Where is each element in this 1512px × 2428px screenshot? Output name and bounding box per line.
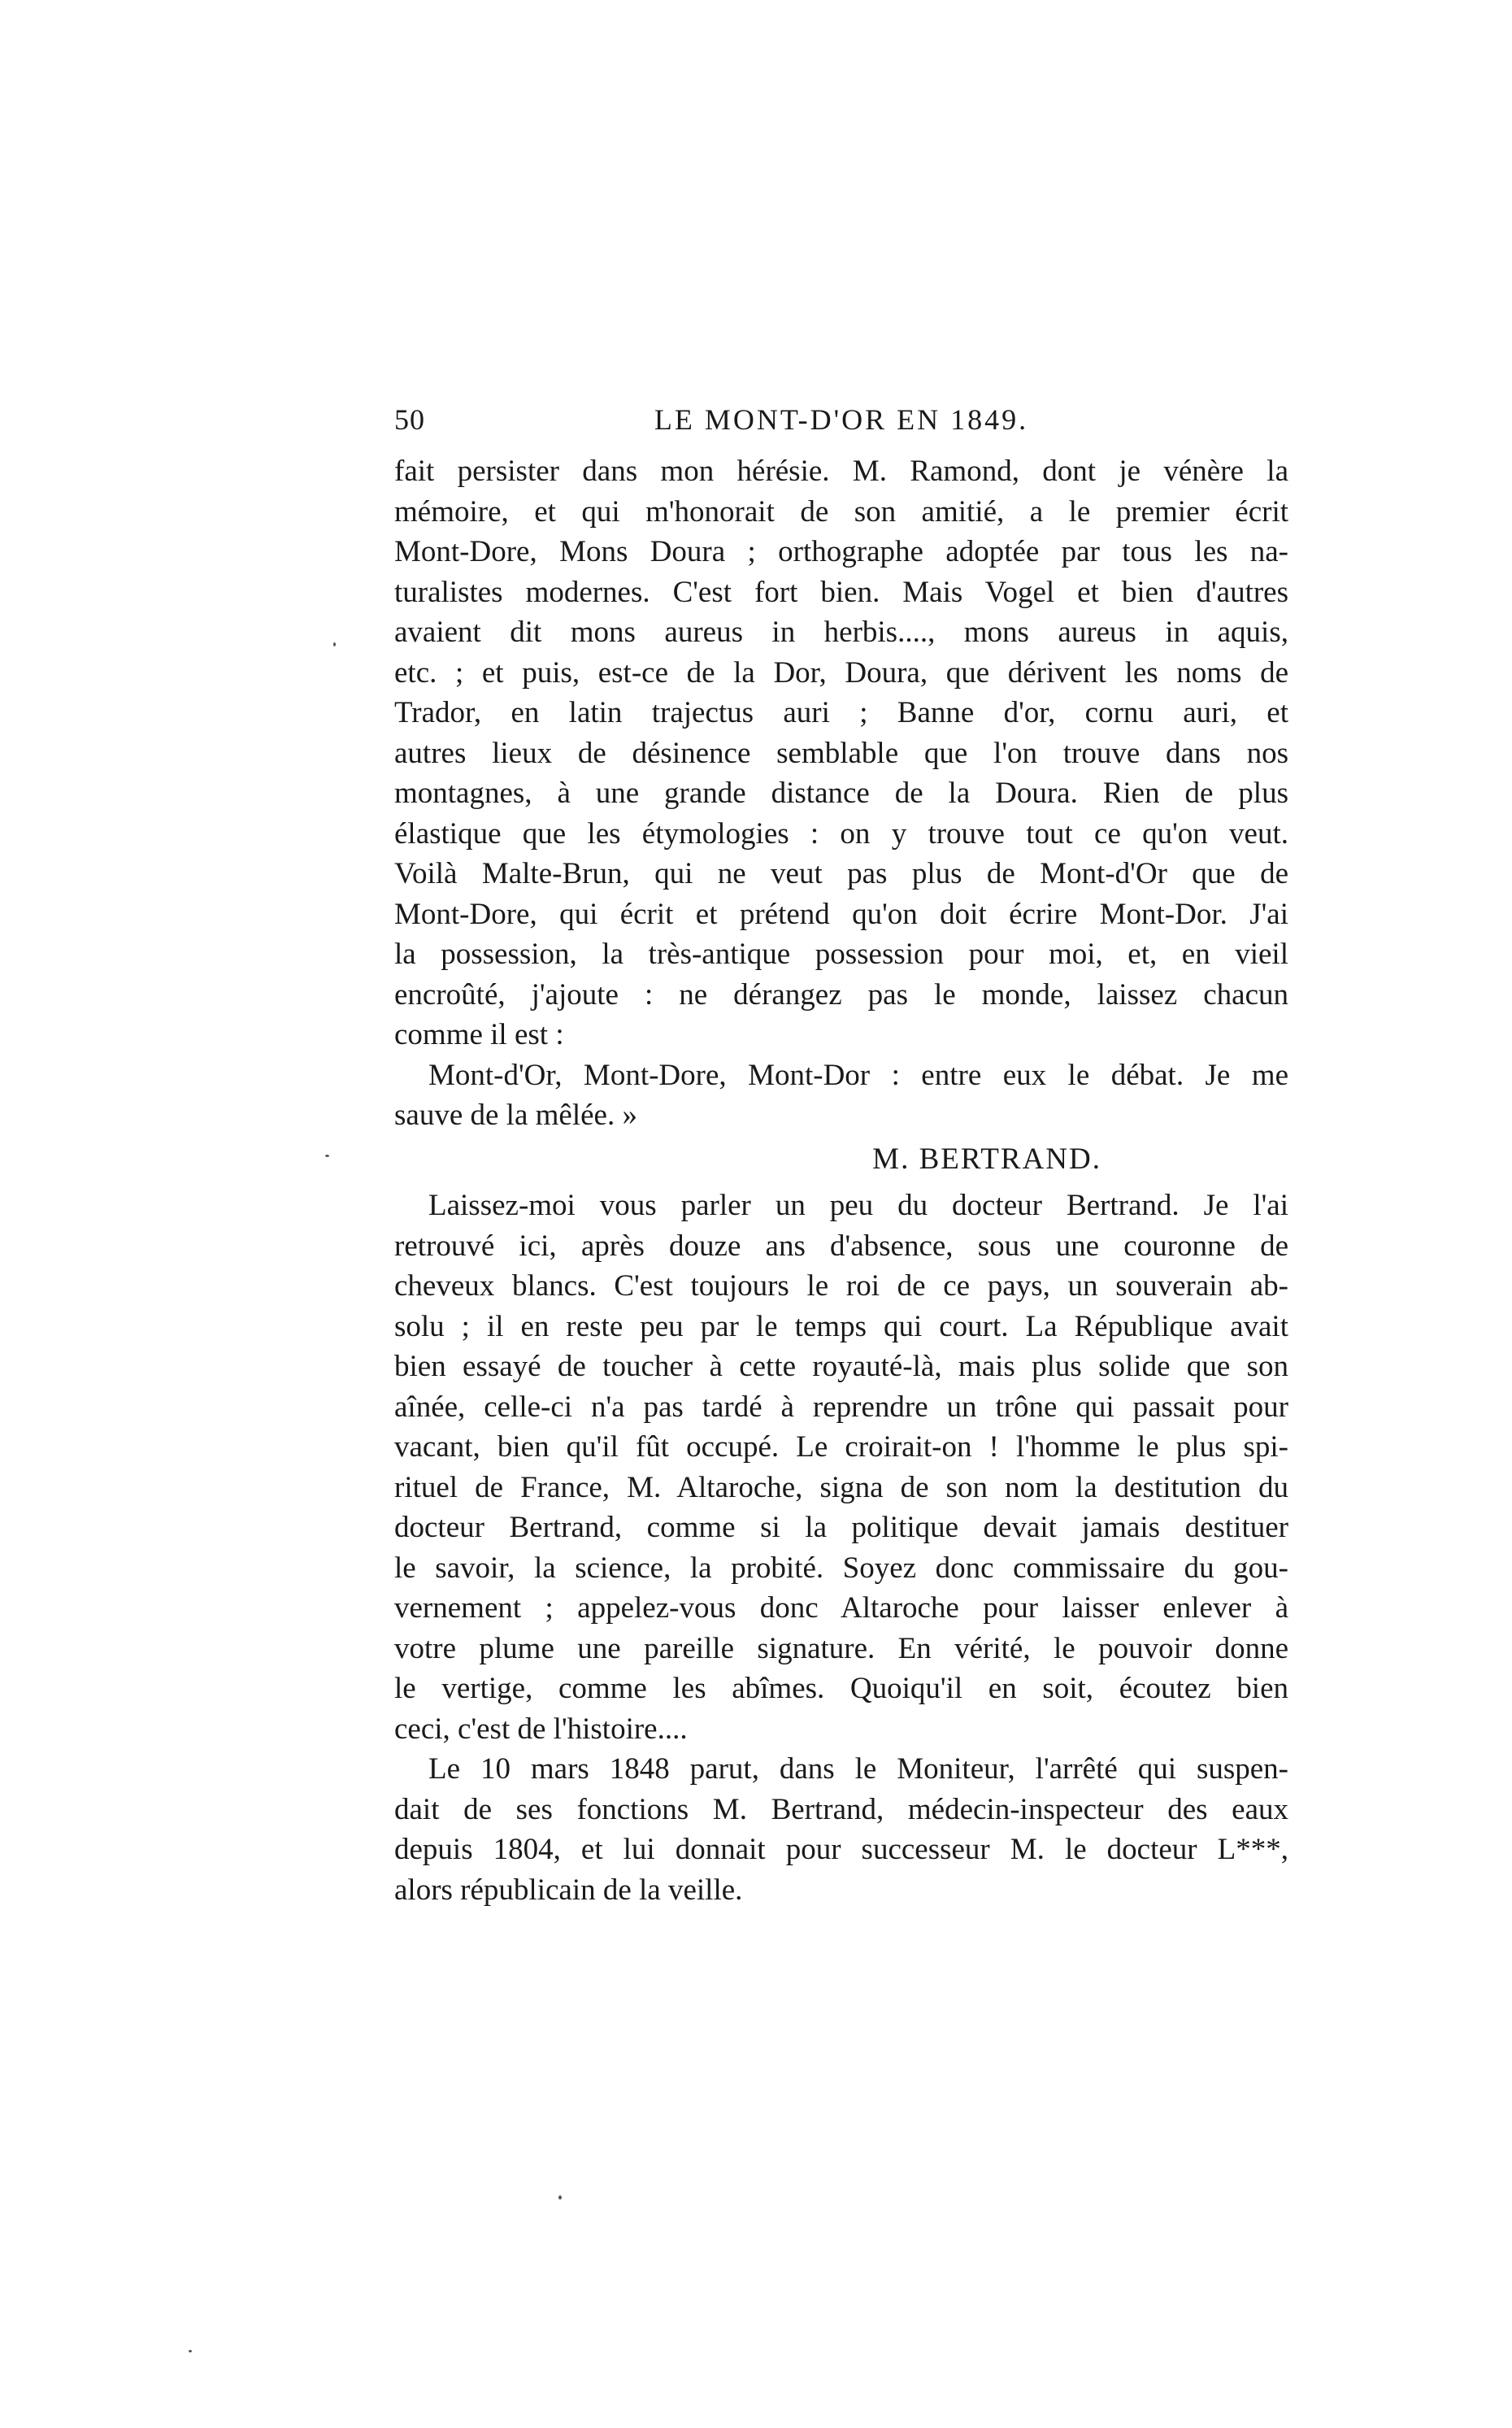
book-page [394, 402, 1288, 1910]
text-line: avaient dit mons aureus in herbis...., mons aureus in aquis, [394, 616, 1288, 649]
text-line: Le 10 mars 1848 parut, dans le Moniteur, l'arrêté qui suspen- [428, 1752, 1288, 1786]
text-line: encroûté, j'ajoute : ne dérangez pas le monde, laissez chacun [394, 977, 1288, 1012]
text-line: depuis 1804, et lui donnait pour successeur M. le docteur L***, [394, 1833, 1288, 1866]
text-line: solu ; il en reste peu par le temps qui court. La République avait [394, 1309, 1288, 1343]
text-line: aînée, celle-ci n'a pas tardé à reprendre un trône qui passait pour [394, 1390, 1288, 1424]
text-line: retrouvé ici, après douze ans d'absence, sous une couronne de [394, 1229, 1288, 1263]
text-line: votre plume une pareille signature. En vérité, le pouvoir donne [394, 1631, 1288, 1665]
text-line: turalistes modernes. C'est fort bien. Mais Vogel et bien d'autres [394, 575, 1288, 609]
text-line: cheveux blancs. C'est toujours le roi de ce pays, un souverain ab- [394, 1269, 1288, 1303]
text-line: Mont-Dore, Mons Doura ; orthographe adoptée par tous les na- [394, 535, 1288, 568]
text-line: vacant, bien qu'il fût occupé. Le croirait-on ! l'homme le plus spi- [394, 1430, 1288, 1464]
paragraph-3 [394, 1186, 1288, 1749]
text-line: sauve de la mêlée. » [394, 1099, 637, 1132]
text-line: Mont-d'Or, Mont-Dore, Mont-Dor : entre eux le débat. Je me [428, 1058, 1288, 1092]
scan-speck [333, 642, 336, 646]
text-line: Laissez-moi vous parler un peu du docteur Bertrand. Je l'ai [428, 1189, 1288, 1222]
text-line: bien essayé de toucher à cette royauté-là, mais plus solide que son [394, 1350, 1288, 1383]
text-line: etc. ; et puis, est-ce de la Dor, Doura, que dérivent les noms de [394, 655, 1288, 690]
text-line: ceci, c'est de l'histoire.... [394, 1712, 688, 1746]
text-line: dait de ses fonctions M. Bertrand, médecin-inspecteur des eaux [394, 1792, 1288, 1826]
text-line: autres lieux de désinence semblable que l'on trouve dans nos [394, 736, 1288, 770]
running-title: LE MONT-D'OR EN 1849. [654, 403, 1029, 436]
paragraph-4 [394, 1749, 1288, 1910]
text-line: comme il est : [394, 1018, 564, 1051]
running-head [394, 402, 1288, 451]
text-line: le savoir, la science, la probité. Soyez donc commissaire du gou- [394, 1551, 1288, 1585]
scan-speck [558, 2195, 562, 2200]
paragraph-2 [394, 1055, 1288, 1136]
text-line: vernement ; appelez-vous donc Altaroche pour laisser enlever à [394, 1591, 1288, 1625]
text-line: élastique que les étymologies : on y trouve tout ce qu'on veut. [394, 816, 1288, 851]
text-line: Trador, en latin trajectus auri ; Banne d'or, cornu auri, et [394, 696, 1288, 729]
text-line: Mont-Dore, qui écrit et prétend qu'on doit écrire Mont-Dor. J'ai [394, 897, 1288, 931]
text-line: mémoire, et qui m'honorait de son amitié, a le premier écrit [394, 494, 1288, 529]
page-number: 50 [394, 403, 425, 436]
text-line: alors républicain de la veille. [394, 1873, 743, 1907]
scan-speck [325, 1155, 329, 1157]
text-line: Voilà Malte-Brun, qui ne veut pas plus de Mont-d'Or que de [394, 857, 1288, 890]
section-heading: M. BERTRAND. [872, 1142, 1101, 1176]
scan-speck [189, 2350, 192, 2352]
text-line: fait persister dans mon hérésie. M. Ramond, dont je vénère la [394, 455, 1288, 488]
text-line: la possession, la très-antique possession pour moi, et, en vieil [394, 938, 1288, 971]
text-line: rituel de France, M. Altaroche, signa de son nom la destitution du [394, 1470, 1288, 1504]
text-line: docteur Bertrand, comme si la politique devait jamais destituer [394, 1511, 1288, 1544]
paragraph-1 [394, 451, 1288, 1055]
text-line: le vertige, comme les abîmes. Quoiqu'il en soit, écoutez bien [394, 1672, 1288, 1705]
text-line: montagnes, à une grande distance de la Doura. Rien de plus [394, 777, 1288, 810]
